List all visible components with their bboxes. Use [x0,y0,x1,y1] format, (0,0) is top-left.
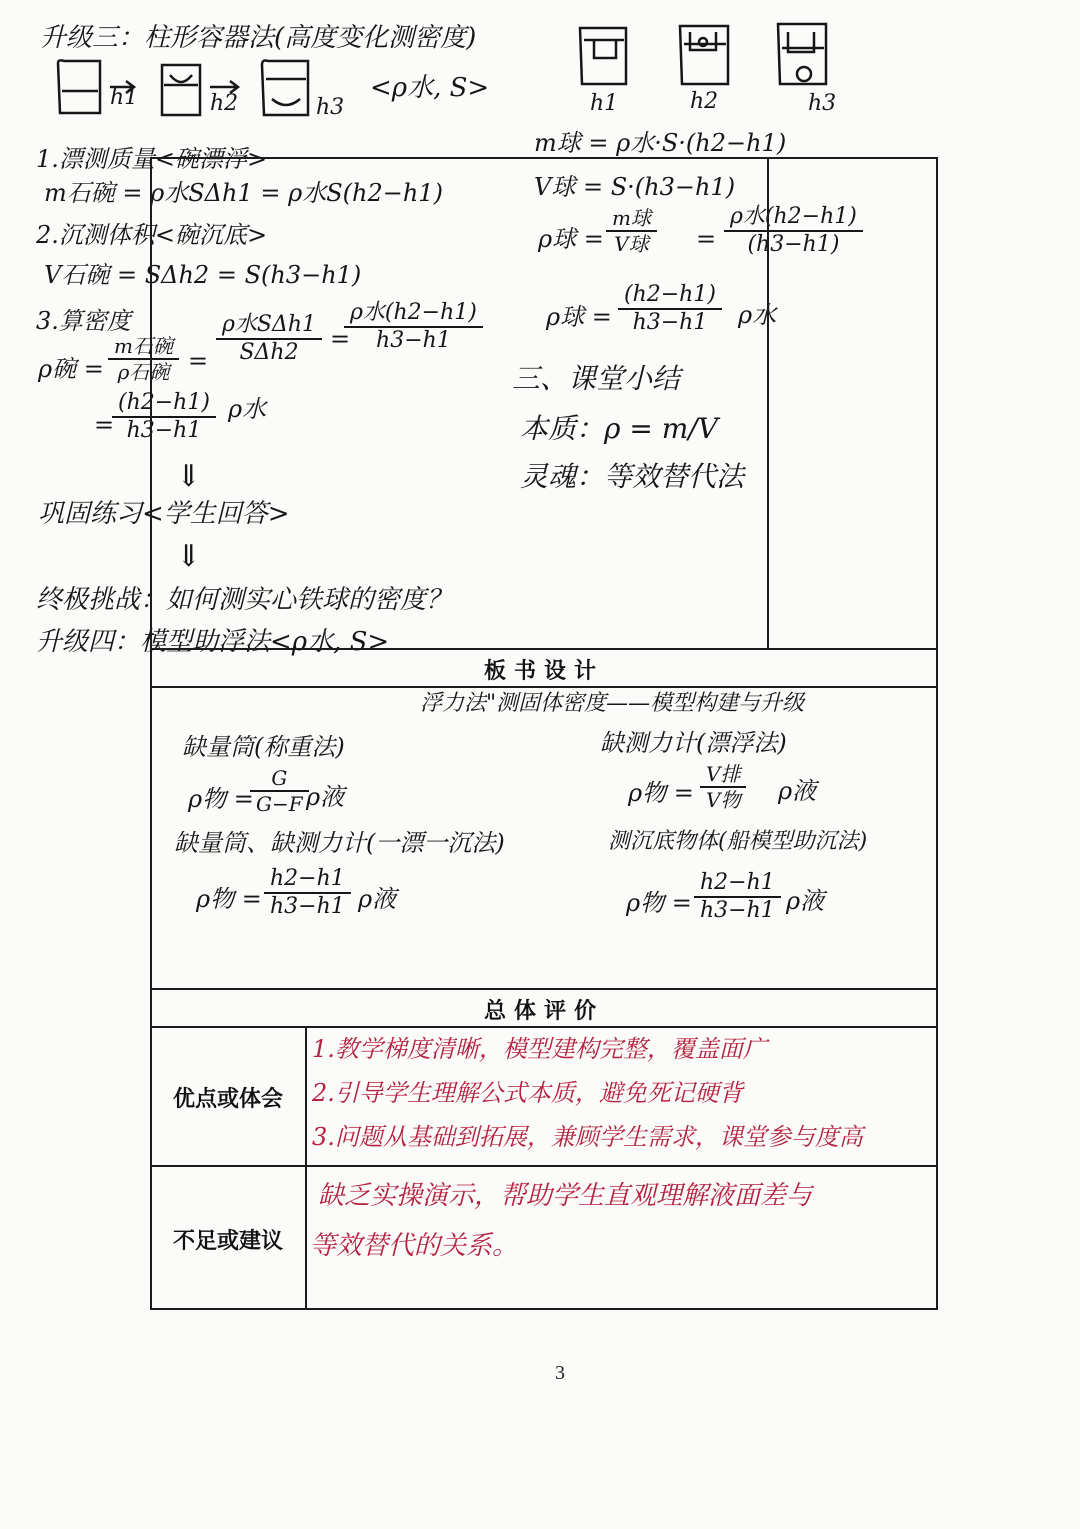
upgrade4-title: 升级四：模型助浮法<ρ水, S> [36,627,390,657]
weakness-label: 不足或建议 [172,1229,283,1254]
class-summary-title: 三、课堂小结 [512,362,681,395]
page-number: 3 [555,1362,565,1384]
fraction-numerator: ρ水(h2−h1) [344,300,483,328]
board-method-left1: 缺量筒(称重法) [182,733,345,761]
step1-heading: 1.漂测质量<碗漂浮> [36,145,268,173]
board-subtitle: 浮力法"测固体密度——模型构建与升级 [420,691,805,716]
evaluation-body [150,1026,938,1310]
ball-container-sketches [570,18,870,98]
strength-item: 3.问题从基础到拓展，兼顾学生需求，课堂参与度高 [312,1123,863,1151]
step1-formula: m石碗 = ρ水SΔh1 = ρ水S(h2−h1) [44,179,443,207]
fraction-numerator: ρ水SΔh1 [216,312,322,340]
fraction-denominator: ρ石碗 [117,360,170,384]
weakness-item: 等效替代的关系。 [310,1231,519,1261]
consolidate-practice: 巩固练习<学生回答> [38,499,290,529]
upgrade3-given: <ρ水, S> [370,73,490,103]
board-fraction-left1 [250,766,309,816]
fraction-numerator: m石碗 [108,334,179,360]
v-ball-formula: V球 = S·(h3−h1) [534,173,736,201]
fraction-water-sdh1 [216,312,322,367]
board-rho-liquid-right2: ρ液 [786,887,825,915]
essence-line: 本质：ρ = m/V [520,412,718,445]
fraction-denominator: h3−h1 [270,894,345,920]
sketch-label-h1: h1 [110,85,139,110]
upgrade3-title: 升级三：柱形容器法(高度变化测密度) [40,23,477,53]
board-formula-left2-lhs: ρ物 = [196,885,262,913]
final-challenge: 终极挑战：如何测实心铁球的密度？ [36,585,453,615]
fraction-denominator: (h3−h1) [747,232,840,258]
fraction-numerator: m球 [606,206,657,232]
board-fraction-left2 [264,866,351,921]
fraction-water-h2h1 [344,300,483,355]
fraction-numerator: V排 [700,762,746,788]
evaluation-label-divider [305,1026,307,1310]
equals-sign: = [696,225,717,253]
rho-bowl-lhs: ρ碗 = [38,355,104,383]
fraction-numerator: (h2−h1) [618,282,722,310]
fraction-denominator: V物 [706,788,741,812]
fraction-numerator: (h2−h1) [112,390,216,418]
weakness-item: 缺乏实操演示，帮助学生直观理解液面差与 [318,1181,813,1211]
evaluation-row-divider [150,1165,938,1167]
table-left-border-upper [150,157,152,649]
board-formula-left1-lhs: ρ物 = [188,785,254,813]
fraction-denominator: h3−h1 [700,898,775,924]
equals-sign: = [94,411,115,439]
fraction-denominator: SΔh2 [239,340,299,366]
strengths-label: 优点或体会 [172,1087,283,1112]
board-fraction-right1 [700,762,746,812]
fraction-denominator: h3−h1 [632,310,708,336]
board-fraction-right2 [694,870,781,925]
step3-heading: 3.算密度 [36,307,131,335]
fraction-m-over-v [606,206,657,256]
ball-sketch-label-h1: h1 [590,91,619,116]
board-method-right2: 测沉底物体(船模型助沉法) [608,829,868,854]
ball-sketch-label-h2: h2 [690,89,719,114]
down-arrow-1: ⇓ [176,459,202,494]
rho-ball-lhs-2: ρ球 = [546,303,612,331]
fraction-numerator: G [250,766,309,792]
ball-sketch-label-h3: h3 [808,91,837,116]
table-right-border-upper [936,157,938,649]
fraction-numerator: h2−h1 [694,870,781,898]
strength-item: 1.教学梯度清晰，模型建构完整，覆盖面广 [312,1035,767,1063]
equals-sign: = [188,347,209,375]
rho-water-right: ρ水 [738,301,777,329]
fraction-denominator: h3−h1 [376,328,451,354]
board-formula-right2-lhs: ρ物 = [626,889,692,917]
board-rho-liquid-left2: ρ液 [358,885,397,913]
fraction-m-over-rho [108,334,179,384]
table-middle-divider [767,157,769,649]
strength-item: 2.引导学生理解公式本质，避免死记硬背 [312,1079,743,1107]
board-method-right1: 缺测力计(漂浮法) [600,729,787,757]
sketch-label-h2: h2 [210,91,239,116]
m-ball-formula: m球 = ρ水·S·(h2−h1) [534,129,787,157]
sketch-label-h3: h3 [316,95,345,120]
board-rho-liquid-right1: ρ液 [778,777,817,805]
rho-water: ρ水 [228,395,267,423]
step2-heading: 2.沉测体积<碗沉底> [36,221,268,249]
table-top-border [150,157,938,159]
board-design-title: 板书设计 [483,659,604,684]
rho-ball-lhs: ρ球 = [538,225,604,253]
fraction-numerator: h2−h1 [264,866,351,894]
fraction-denominator: h3−h1 [126,418,202,444]
fraction-denominator: G−F [256,792,303,816]
fraction-h-ratio [112,390,216,445]
equals-sign: = [330,325,351,353]
board-formula-right1-lhs: ρ物 = [628,779,694,807]
step2-formula: V石碗 = SΔh2 = S(h3−h1) [44,261,362,289]
soul-line: 灵魂：等效替代法 [520,460,745,493]
board-method-left2: 缺量筒、缺测力计(一漂一沉法) [174,829,505,857]
evaluation-title: 总体评价 [483,999,604,1024]
fraction-ball-h-ratio [618,282,722,337]
fraction-denominator: V球 [614,232,649,256]
fraction-numerator: ρ水(h2−h1) [724,204,863,232]
fraction-water-ball [724,204,863,259]
down-arrow-2: ⇓ [176,539,202,574]
board-rho-liquid-left1: ρ液 [306,783,345,811]
